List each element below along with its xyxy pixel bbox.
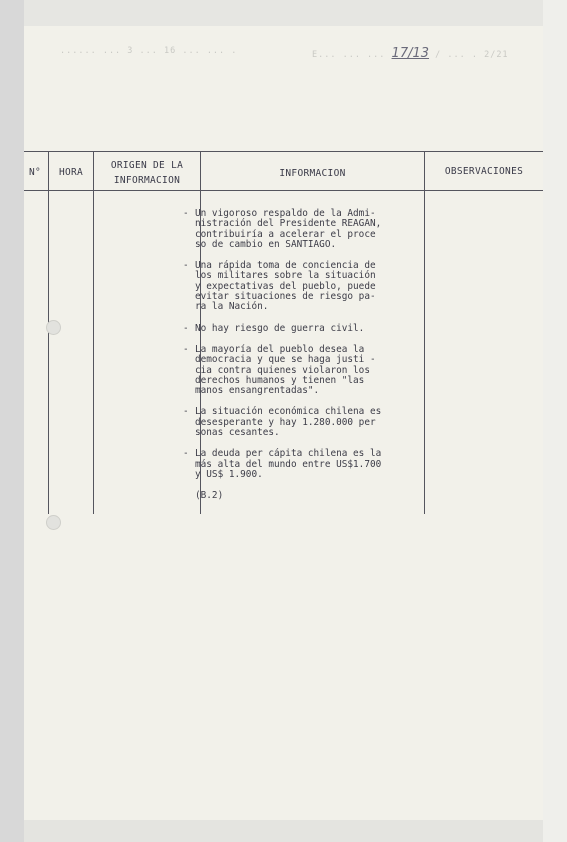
entry-dash: - [183, 448, 189, 460]
column-header-origen: ORIGEN DE LA INFORMACION [110, 160, 184, 186]
punch-hole [46, 515, 61, 530]
table-top-rule [24, 151, 543, 152]
header-faint-right [312, 46, 509, 61]
entry-text: No hay riesgo de guerra civil. [195, 322, 365, 334]
entry-dash: - [183, 208, 189, 219]
scan-bottom-band [24, 820, 543, 842]
information-entry [183, 261, 405, 312]
entry-text: La deuda per cápita chilena es la más alta del mundo entre US$1.700 y US$ 1.900. [195, 448, 382, 480]
column-divider-hora [93, 151, 94, 514]
table-header-rule [24, 190, 543, 191]
header-faint-left: ...... ... 3 ... 16 ... ... . [60, 46, 238, 56]
entry-text: La mayoría del pueblo desea la democracia y que se haga justi - cia contra quienes violaron los derechos humanos y tienen "las manos ensangrentadas". [195, 343, 376, 397]
information-entry [183, 324, 405, 334]
entry-text: La situación económica chilena es desesperante y hay 1.280.000 per sonas cesantes. [195, 406, 382, 439]
header-faint-right-label: E... ... ... [312, 50, 386, 60]
classification-code: (B.2) [195, 490, 224, 502]
scan-top-band [24, 0, 543, 26]
information-entry [183, 209, 405, 250]
scan-edge [543, 0, 567, 842]
column-header-observaciones: OBSERVACIONES [444, 166, 524, 177]
informacion-entries [183, 209, 405, 502]
entry-text: Un vigoroso respaldo de la Admi- nistración del Presidente REAGAN, contribuiría a acelerar el proce so de cambio en SANTIAGO. [195, 208, 382, 250]
document-number: 17/13 [391, 46, 430, 61]
column-divider-info [424, 151, 425, 514]
information-entry [183, 345, 405, 396]
information-entry [183, 449, 405, 480]
information-entry [183, 407, 405, 438]
entry-dash: - [183, 322, 189, 334]
entry-dash: - [183, 260, 189, 272]
header-faint-right-tail: / ... . 2/21 [435, 50, 509, 60]
column-header-num: N° [28, 167, 42, 178]
column-header-hora: HORA [58, 167, 84, 178]
entry-dash: - [183, 343, 189, 355]
entry-text: Una rápida toma de conciencia de los militares sobre la situación y expectativas del pueblo, puede evitar situaciones de riesgo pa- ra la Nación. [195, 260, 376, 313]
column-header-informacion: INFORMACION [279, 168, 346, 179]
entry-dash: - [183, 406, 189, 418]
punch-hole [46, 320, 61, 335]
